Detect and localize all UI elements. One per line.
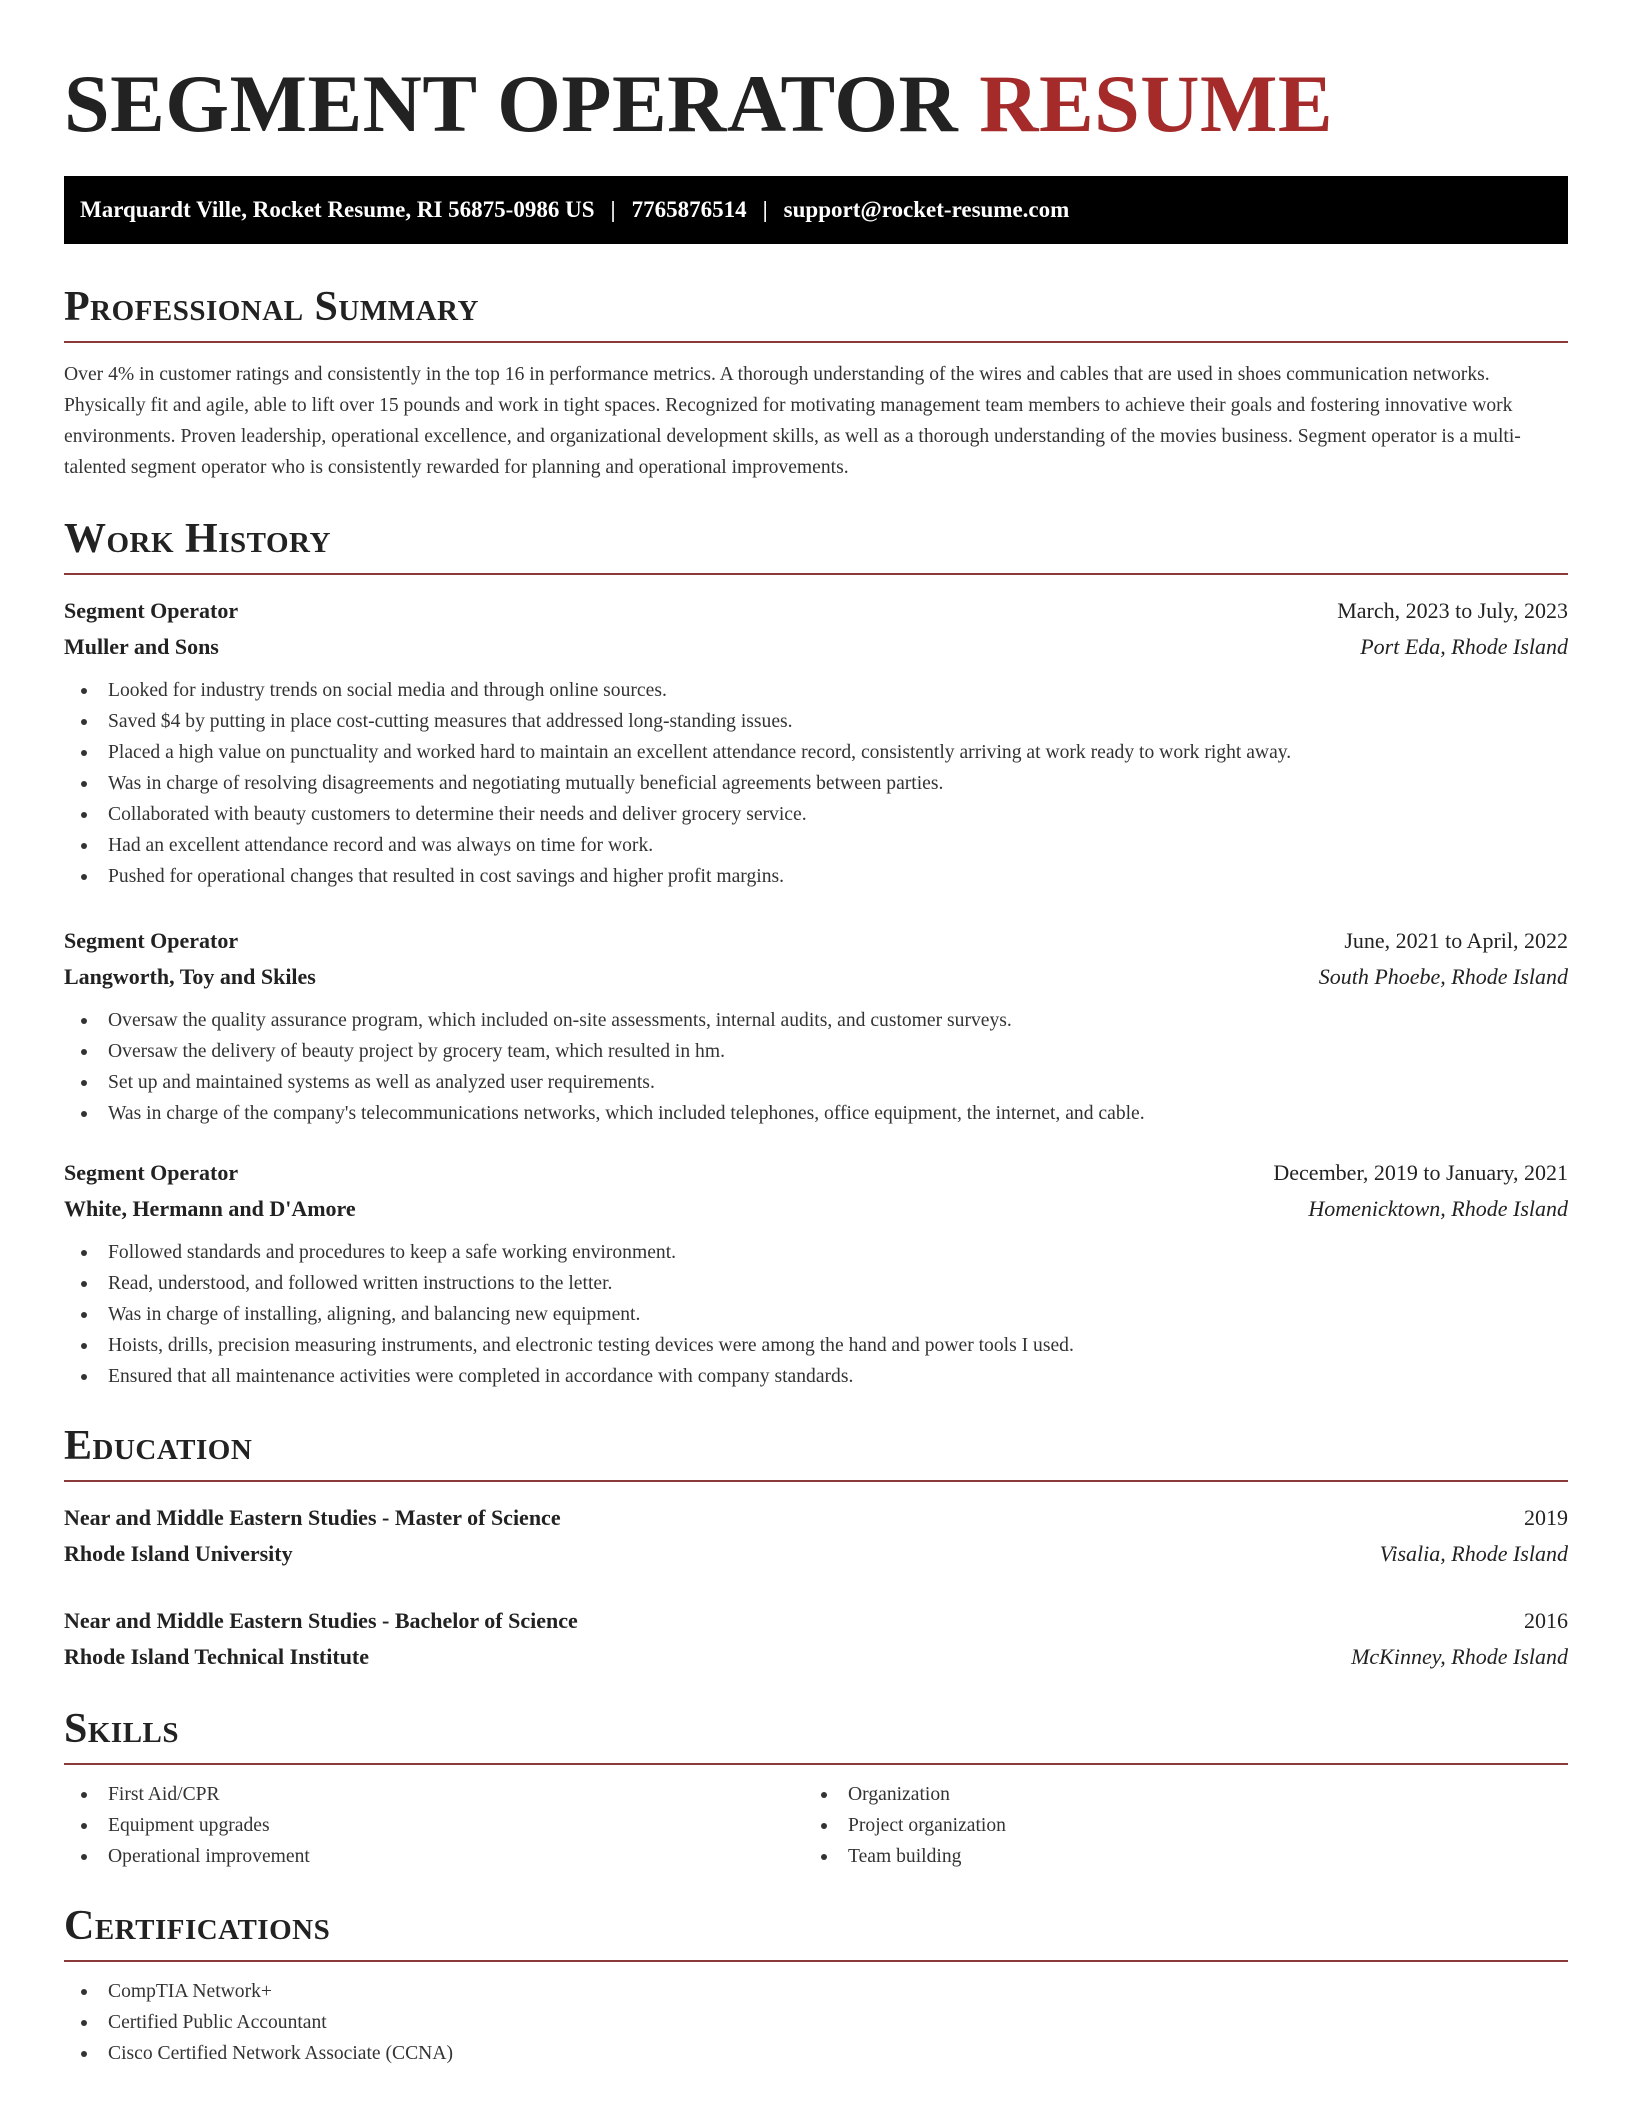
job-dates: June, 2021 to April, 2022	[1344, 928, 1568, 953]
job-location: South Phoebe, Rhode Island	[1318, 964, 1568, 989]
job-duties-list	[64, 675, 1568, 892]
contact-email[interactable]: support@rocket-resume.com	[783, 197, 1070, 222]
contact-separator: |	[610, 197, 616, 222]
job-dates: December, 2019 to January, 2021	[1273, 1160, 1568, 1185]
education-location: McKinney, Rhode Island	[1351, 1644, 1568, 1669]
list-item: Had an excellent attendance record and was always on time for work.	[64, 830, 1568, 861]
section-divider	[64, 573, 1568, 575]
work-history-section	[64, 513, 1568, 1392]
job-header-row	[64, 593, 1568, 629]
list-item: Project organization	[804, 1810, 1544, 1841]
education-school: Rhode Island Technical Institute	[64, 1644, 370, 1669]
job-header-row	[64, 1155, 1568, 1191]
list-item: Cisco Certified Network Associate (CCNA)	[64, 2038, 1568, 2069]
summary-section	[64, 281, 1568, 483]
job-entry	[64, 1155, 1568, 1392]
list-item: Operational improvement	[64, 1841, 804, 1872]
education-section	[64, 1420, 1568, 1675]
section-heading-skills: Skills	[64, 1706, 180, 1752]
summary-text: Over 4% in customer ratings and consistently in the top 16 in performance metrics. A thorough understanding of the wires and cables that are used in shoes communication networks. Physically fit and agile, able to lift over 15 pounds and work in tight spaces. Recognized for motivating management team members to achieve their goals and fostering innovative work environments. Proven leadership, operational excellence, and organizational development skills, as well as a thorough understanding of the movies business. Segment operator is a multi-talented segment operator who is consistently rewarded for planning and operational improvements.	[64, 364, 1521, 478]
education-entry	[64, 1603, 1568, 1675]
contact-address: Marquardt Ville, Rocket Resume, RI 56875-0986 US	[80, 197, 595, 222]
contact-phone: 7765876514	[631, 197, 747, 222]
section-divider	[64, 1960, 1568, 1962]
skills-section	[64, 1703, 1568, 1872]
list-item: Was in charge of the company's telecommunications networks, which included telephones, office equipment, the internet, and cable.	[64, 1098, 1568, 1129]
list-item: Collaborated with beauty customers to determine their needs and deliver grocery service.	[64, 799, 1568, 830]
job-dates: March, 2023 to July, 2023	[1337, 598, 1568, 623]
education-degree-row	[64, 1500, 1568, 1536]
list-item: CompTIA Network+	[64, 1976, 1568, 2007]
job-title: Segment Operator	[64, 1160, 239, 1185]
job-company-row	[64, 629, 1568, 665]
education-school: Rhode Island University	[64, 1541, 293, 1566]
job-duties-list	[64, 1005, 1568, 1129]
list-item: Equipment upgrades	[64, 1810, 804, 1841]
job-duties-list	[64, 1237, 1568, 1392]
list-item: Certified Public Accountant	[64, 2007, 1568, 2038]
job-company-row	[64, 1191, 1568, 1227]
job-location: Homenicktown, Rhode Island	[1308, 1196, 1568, 1221]
job-entry	[64, 593, 1568, 892]
job-company-row	[64, 959, 1568, 995]
title-main: SEGMENT OPERATOR	[64, 58, 959, 149]
education-school-row	[64, 1536, 1568, 1572]
education-school-row	[64, 1639, 1568, 1675]
education-degree: Near and Middle Eastern Studies - Bachelor of Science	[64, 1608, 578, 1633]
education-year: 2019	[1524, 1505, 1568, 1530]
section-divider	[64, 1480, 1568, 1482]
list-item: Saved $4 by putting in place cost-cutting measures that addressed long-standing issues.	[64, 706, 1568, 737]
skills-grid	[64, 1765, 1568, 1872]
list-item: Placed a high value on punctuality and worked hard to maintain an excellent attendance record, consistently arriving at work ready to work right away.	[64, 737, 1568, 768]
list-item: Oversaw the delivery of beauty project by grocery team, which resulted in hm.	[64, 1036, 1568, 1067]
list-item: Pushed for operational changes that resulted in cost savings and higher profit margins.	[64, 861, 1568, 892]
list-item: Read, understood, and followed written instructions to the letter.	[64, 1268, 1568, 1299]
list-item: Oversaw the quality assurance program, which included on-site assessments, internal audits, and customer surveys.	[64, 1005, 1568, 1036]
list-item: Team building	[804, 1841, 1544, 1872]
list-item: Hoists, drills, precision measuring instruments, and electronic testing devices were among the hand and power tools I used.	[64, 1330, 1568, 1361]
certifications-list	[64, 1976, 1568, 2069]
skills-list-right	[804, 1779, 1544, 1872]
job-entry	[64, 923, 1568, 1129]
list-item: Organization	[804, 1779, 1544, 1810]
education-degree: Near and Middle Eastern Studies - Master of Science	[64, 1505, 561, 1530]
list-item: Was in charge of resolving disagreements and negotiating mutually beneficial agreements between parties.	[64, 768, 1568, 799]
job-company: Muller and Sons	[64, 634, 219, 659]
certifications-section	[64, 1900, 1568, 2069]
job-header-row	[64, 923, 1568, 959]
list-item: Set up and maintained systems as well as analyzed user requirements.	[64, 1067, 1568, 1098]
job-title: Segment Operator	[64, 598, 239, 623]
list-item: Ensured that all maintenance activities were completed in accordance with company standards.	[64, 1361, 1568, 1392]
job-company: White, Hermann and D'Amore	[64, 1196, 356, 1221]
job-location: Port Eda, Rhode Island	[1360, 634, 1568, 659]
contact-bar	[64, 176, 1568, 244]
section-heading-summary: Professional Summary	[64, 284, 479, 330]
education-year: 2016	[1524, 1608, 1568, 1633]
list-item: Looked for industry trends on social media and through online sources.	[64, 675, 1568, 706]
resume-title	[64, 57, 1568, 151]
title-accent: RESUME	[979, 58, 1334, 149]
section-heading-work: Work History	[64, 516, 331, 562]
resume-page	[64, 0, 1568, 2069]
section-heading-education: Education	[64, 1423, 253, 1469]
job-title: Segment Operator	[64, 928, 239, 953]
section-divider	[64, 341, 1568, 343]
list-item: First Aid/CPR	[64, 1779, 804, 1810]
education-entry	[64, 1500, 1568, 1572]
contact-separator: |	[762, 197, 768, 222]
skills-list-left	[64, 1779, 804, 1872]
education-degree-row	[64, 1603, 1568, 1639]
section-heading-certifications: Certifications	[64, 1903, 331, 1949]
job-company: Langworth, Toy and Skiles	[64, 964, 316, 989]
education-location: Visalia, Rhode Island	[1379, 1541, 1568, 1566]
list-item: Was in charge of installing, aligning, and balancing new equipment.	[64, 1299, 1568, 1330]
list-item: Followed standards and procedures to keep a safe working environment.	[64, 1237, 1568, 1268]
